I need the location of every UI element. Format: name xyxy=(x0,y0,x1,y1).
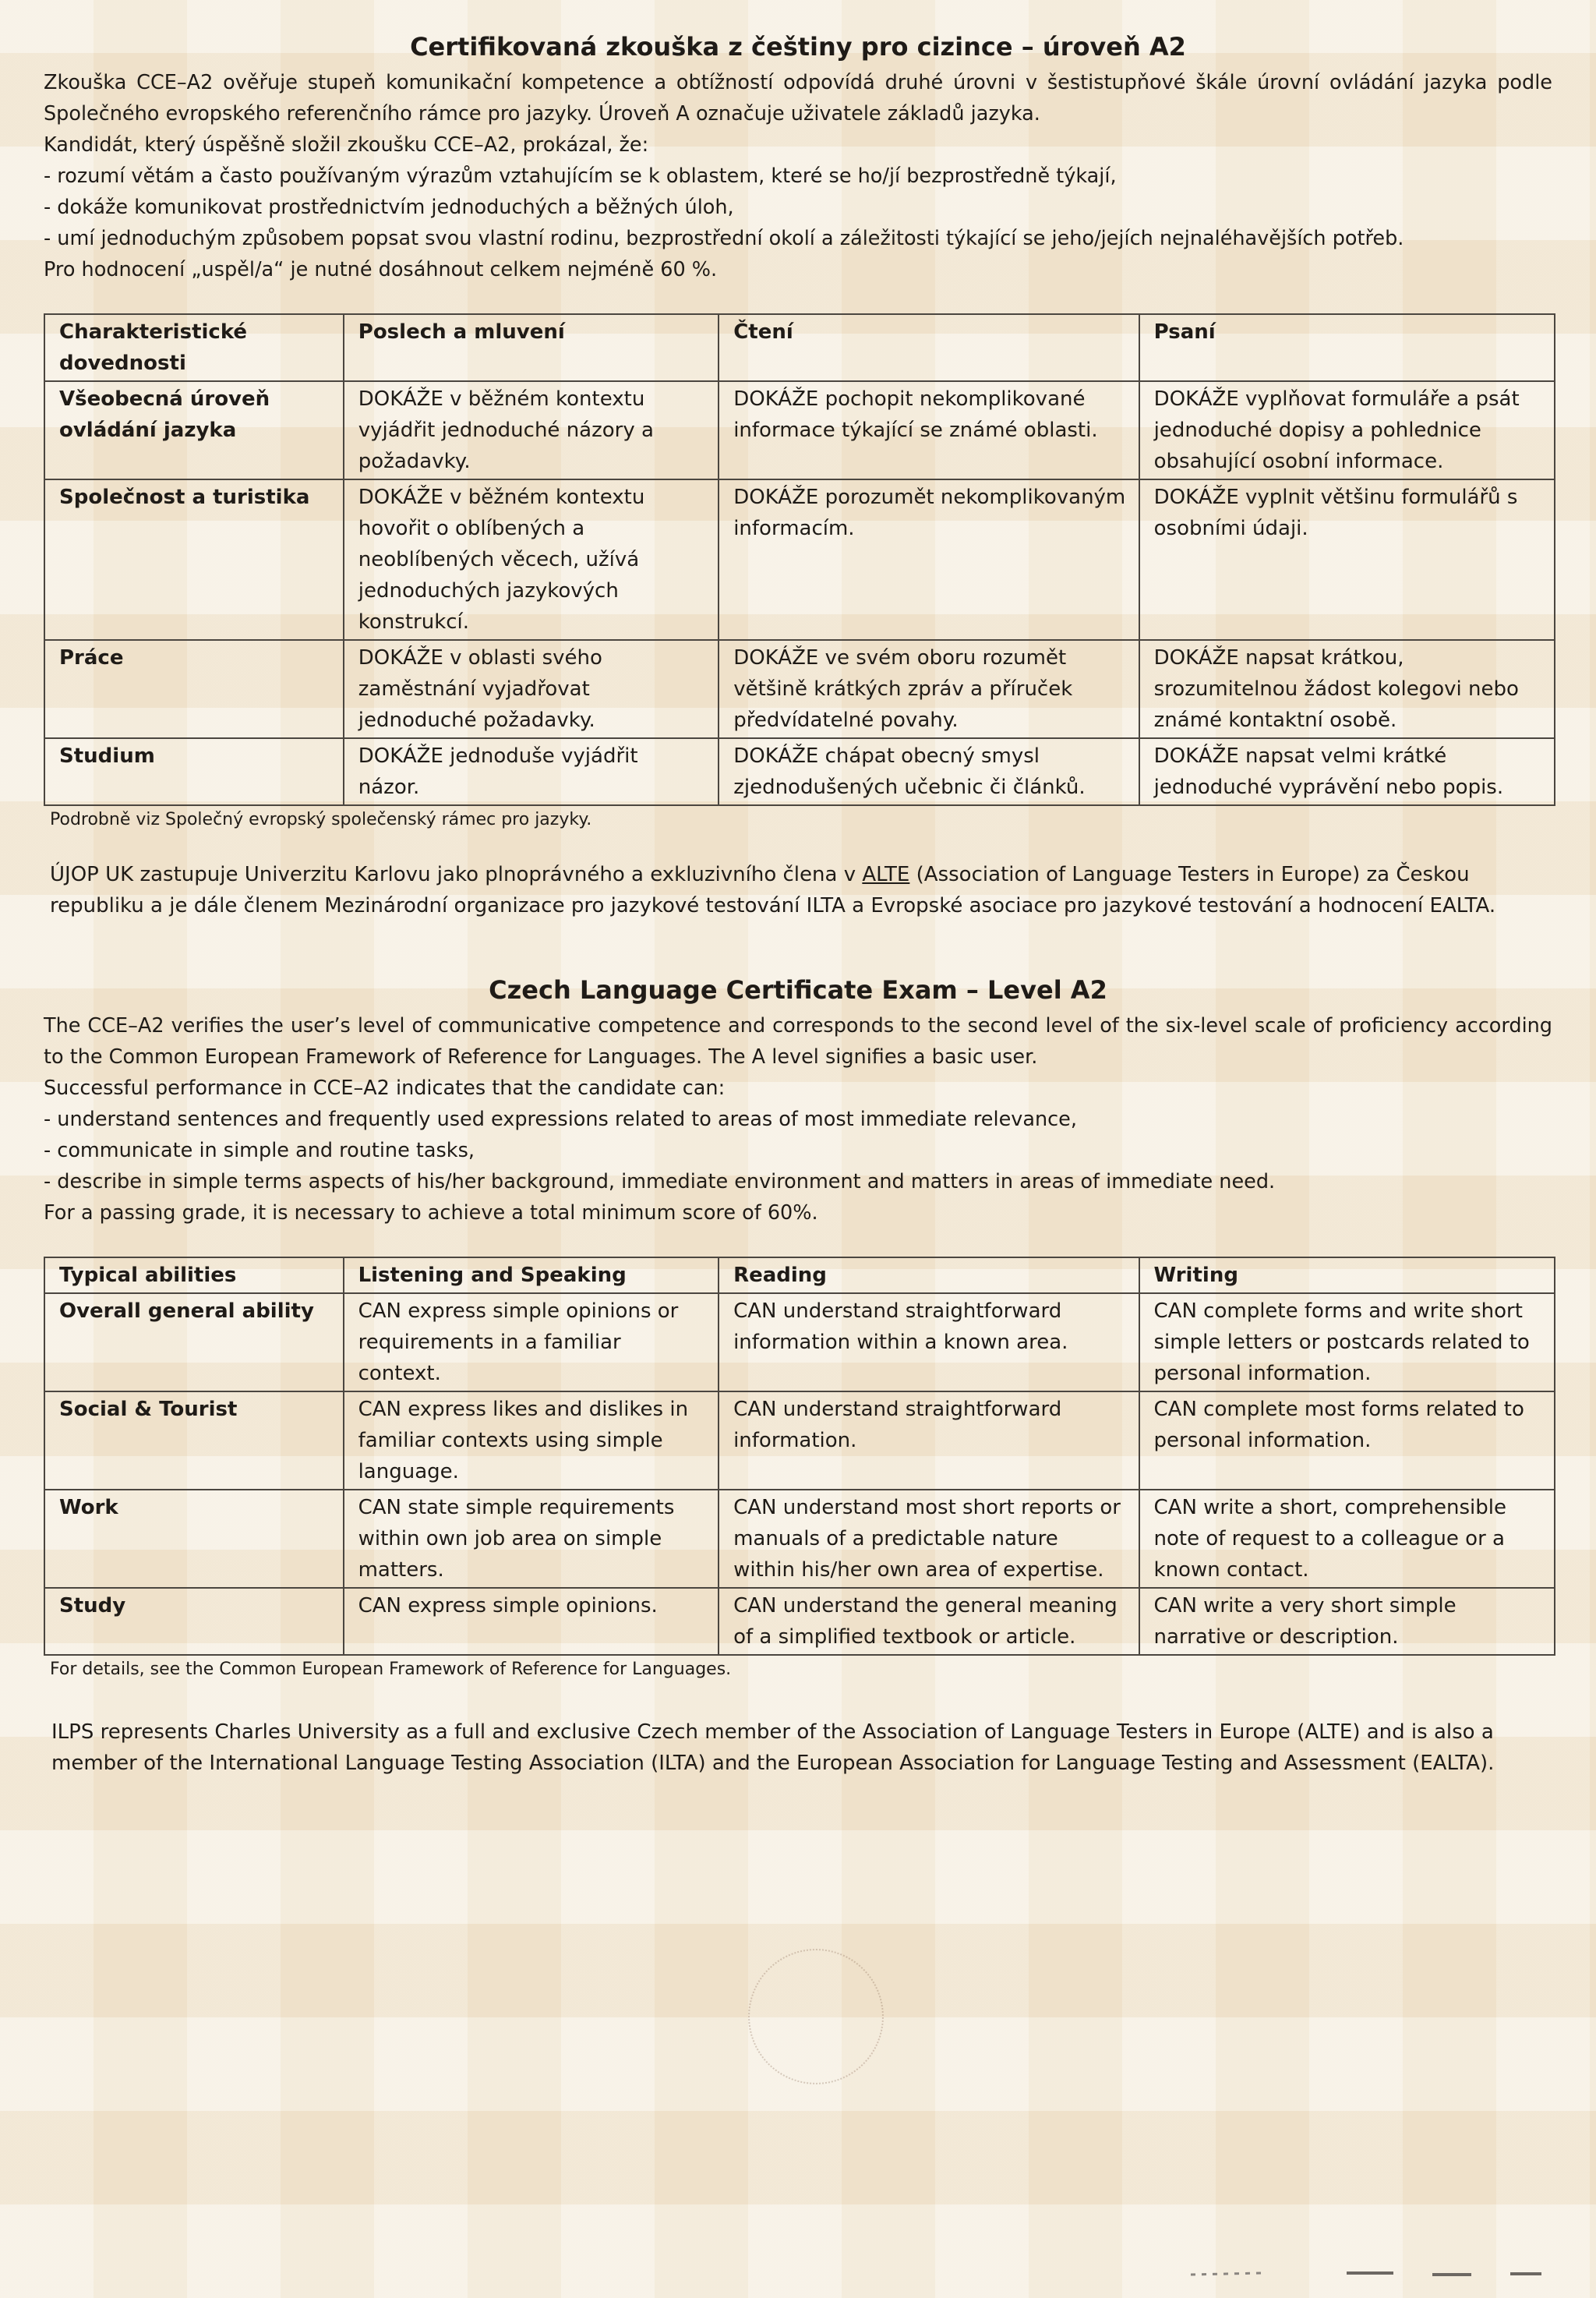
czech-title: Certifikovaná zkouška z češtiny pro cizince – úroveň A2 xyxy=(410,32,1186,62)
table-cell: DOKÁŽE ve svém oboru rozumět většině krátkých zpráv a příruček předvídatelné povahy. xyxy=(719,640,1139,738)
table-cell: DOKÁŽE v běžném kontextu vyjádřit jednoduché názory a požadavky. xyxy=(344,381,719,479)
czech-section xyxy=(44,30,1552,921)
table-cell: CAN complete most forms related to personal information. xyxy=(1139,1391,1555,1490)
column-header: Čtení xyxy=(719,314,1139,381)
table-cell: DOKÁŽE vyplnit většinu formulářů s osobními údaji. xyxy=(1139,479,1555,640)
table-cell: CAN state simple requirements within own job area on simple matters. xyxy=(344,1490,719,1588)
english-bullet: - communicate in simple and routine tasks, xyxy=(44,1139,475,1162)
english-pass-requirement: For a passing grade, it is necessary to achieve a total minimum score of 60%. xyxy=(44,1201,818,1225)
table-row xyxy=(44,1391,1555,1490)
english-bullet: - understand sentences and frequently used expressions related to areas of most immediate relevance, xyxy=(44,1108,1077,1131)
table-cell: CAN write a short, comprehensible note of request to a colleague or a known contact. xyxy=(1139,1490,1555,1588)
czech-bullet: - umí jednoduchým způsobem popsat svou vlastní rodinu, bezprostřední okolí a záležitosti týkající se jeho/jejích nejnaléhavějších potřeb. xyxy=(44,227,1404,250)
certificate-document xyxy=(44,30,1552,1779)
column-header: Poslech a mluvení xyxy=(344,314,719,381)
scan-marks xyxy=(1191,2265,1549,2281)
column-header: Listening and Speaking xyxy=(344,1257,719,1293)
czech-bullet: - rozumí větám a často používaným výrazům vztahujícím se k oblastem, které se ho/jí bezprostředně týkají, xyxy=(44,164,1117,188)
table-cell: DOKÁŽE v oblasti svého zaměstnání vyjadřovat jednoduché požadavky. xyxy=(344,640,719,738)
column-header: Typical abilities xyxy=(44,1257,344,1293)
table-row xyxy=(44,1293,1555,1391)
english-section xyxy=(44,973,1552,1779)
alte-link[interactable]: ALTE xyxy=(862,863,910,886)
column-header: Writing xyxy=(1139,1257,1555,1293)
column-header: Reading xyxy=(719,1257,1139,1293)
table-cell: DOKÁŽE napsat krátkou, srozumitelnou žádost kolegovi nebo známé kontaktní osobě. xyxy=(1139,640,1555,738)
row-header: Společnost a turistika xyxy=(44,479,344,640)
row-header: Work xyxy=(44,1490,344,1588)
table-header-row xyxy=(44,1257,1555,1293)
table-cell: DOKÁŽE napsat velmi krátké jednoduché vyprávění nebo popis. xyxy=(1139,738,1555,805)
faint-stamp-mark xyxy=(748,1949,884,2084)
table-cell: DOKÁŽE porozumět nekomplikovaným informacím. xyxy=(719,479,1139,640)
english-footnote: For details, see the Common European Framework of Reference for Languages. xyxy=(50,1660,732,1679)
row-header: Social & Tourist xyxy=(44,1391,344,1490)
english-candidate-intro: Successful performance in CCE–A2 indicates that the candidate can: xyxy=(44,1077,726,1100)
table-cell: CAN understand straightforward information. xyxy=(719,1391,1139,1490)
table-cell: CAN understand most short reports or manuals of a predictable nature within his/her own area of expertise. xyxy=(719,1490,1139,1588)
assoc-text: ÚJOP UK zastupuje Univerzitu Karlovu jako plnoprávného a exkluzivního člena v xyxy=(50,863,863,886)
table-cell: DOKÁŽE pochopit nekomplikované informace týkající se známé oblasti. xyxy=(719,381,1139,479)
row-header: Práce xyxy=(44,640,344,738)
english-association-statement: ILPS represents Charles University as a full and exclusive Czech member of the Association of Language Testers in Europe (ALTE) and is also a member of the International Language Testing Association (ILTA) and the European Association for Language Testing and Assessment (EALTA). xyxy=(51,1720,1495,1775)
english-skills-table xyxy=(44,1257,1555,1656)
row-header: Všeobecná úroveň ovládání jazyka xyxy=(44,381,344,479)
table-cell: CAN express simple opinions or requirements in a familiar context. xyxy=(344,1293,719,1391)
table-cell: DOKÁŽE vyplňovat formuláře a psát jednoduché dopisy a pohlednice obsahující osobní informace. xyxy=(1139,381,1555,479)
row-header: Studium xyxy=(44,738,344,805)
table-cell: DOKÁŽE v běžném kontextu hovořit o oblíbených a neoblíbených věcech, užívá jednoduchých jazykových konstrukcí. xyxy=(344,479,719,640)
table-cell: CAN express likes and dislikes in familiar contexts using simple language. xyxy=(344,1391,719,1490)
table-cell: CAN express simple opinions. xyxy=(344,1588,719,1655)
table-cell: CAN complete forms and write short simple letters or postcards related to personal information. xyxy=(1139,1293,1555,1391)
table-cell: CAN understand straightforward information within a known area. xyxy=(719,1293,1139,1391)
table-row xyxy=(44,1490,1555,1588)
table-cell: CAN understand the general meaning of a simplified textbook or article. xyxy=(719,1588,1139,1655)
row-header: Study xyxy=(44,1588,344,1655)
czech-pass-requirement: Pro hodnocení „uspěl/a“ je nutné dosáhnout celkem nejméně 60 %. xyxy=(44,258,718,281)
table-row xyxy=(44,381,1555,479)
column-header: Charakteristické dovednosti xyxy=(44,314,344,381)
czech-intro: Zkouška CCE–A2 ověřuje stupeň komunikační kompetence a obtížností odpovídá druhé úrovni v šestistupňové škále úrovní ovládání jazyka podle Společného evropského referenčního rámce pro jazyky. Úroveň A označuje uživatele základů jazyka. xyxy=(44,71,1552,126)
table-header-row xyxy=(44,314,1555,381)
table-row xyxy=(44,479,1555,640)
table-row xyxy=(44,738,1555,805)
czech-footnote: Podrobně viz Společný evropský společenský rámec pro jazyky. xyxy=(50,810,592,829)
assoc-text: (Association of Language Testers in Europe) za Českou republiku a je dále členem Mezinárodní organizace pro jazykové testování ILTA a Evropské asociace pro jazykové testování a hodnocení EALTA. xyxy=(50,863,1496,917)
table-cell: DOKÁŽE chápat obecný smysl zjednodušených učebnic či článků. xyxy=(719,738,1139,805)
table-row xyxy=(44,1588,1555,1655)
english-title: Czech Language Certificate Exam – Level A2 xyxy=(489,975,1107,1005)
table-row xyxy=(44,640,1555,738)
czech-bullet: - dokáže komunikovat prostřednictvím jednoduchých a běžných úloh, xyxy=(44,196,734,219)
english-bullet: - describe in simple terms aspects of his/her background, immediate environment and matters in areas of immediate need. xyxy=(44,1170,1276,1193)
column-header: Psaní xyxy=(1139,314,1555,381)
table-cell: CAN write a very short simple narrative or description. xyxy=(1139,1588,1555,1655)
row-header: Overall general ability xyxy=(44,1293,344,1391)
czech-skills-table xyxy=(44,313,1555,806)
czech-candidate-intro: Kandidát, který úspěšně složil zkoušku CCE–A2, prokázal, že: xyxy=(44,133,649,157)
english-intro: The CCE–A2 verifies the user’s level of communicative competence and corresponds to the second level of the six-level scale of proficiency according to the Common European Framework of Reference for Languages. The A level signifies a basic user. xyxy=(44,1014,1552,1069)
czech-association-statement xyxy=(50,859,1552,921)
table-cell: DOKÁŽE jednoduše vyjádřit názor. xyxy=(344,738,719,805)
